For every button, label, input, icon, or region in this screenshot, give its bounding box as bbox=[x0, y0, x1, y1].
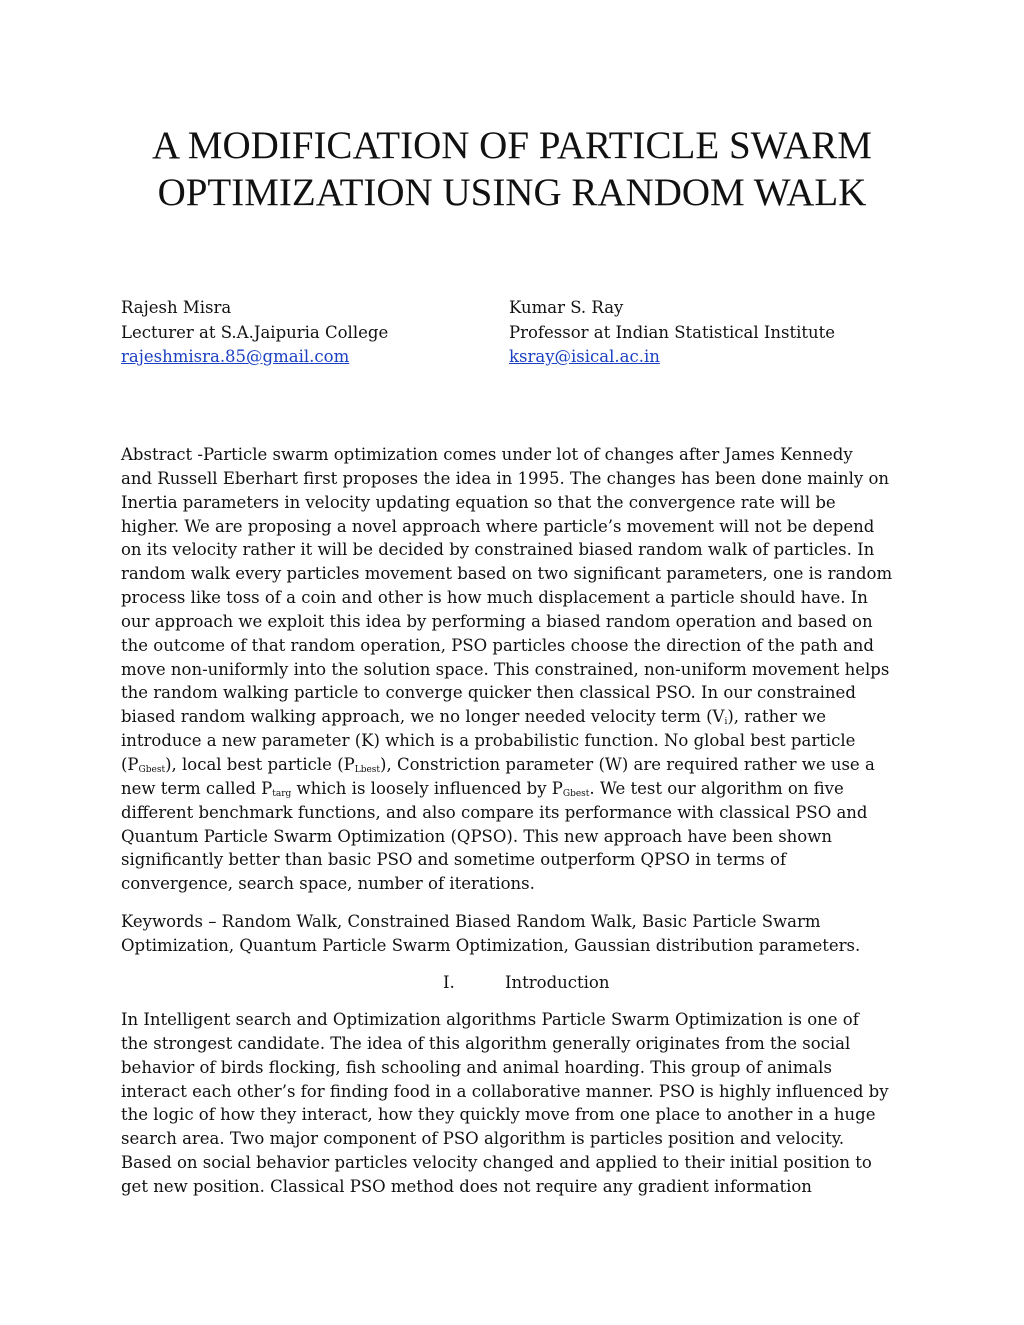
author-email-link[interactable]: rajeshmisra.85@gmail.com bbox=[121, 347, 350, 366]
abstract-line: process like toss of a coin and other is how much displacement a particle should have. In bbox=[121, 588, 868, 608]
title-line-1: A MODIFICATION OF PARTICLE SWARM bbox=[152, 124, 872, 167]
keywords-line: Optimization, Quantum Particle Swarm Optimization, Gaussian distribution parameters. bbox=[121, 935, 861, 955]
intro-line: interact each other’s for finding food in a collaborative manner. PSO is highly influenced by bbox=[121, 1081, 889, 1101]
author-block-2 bbox=[509, 296, 835, 370]
abstract-line: biased random walking approach, we no longer needed velocity term $(V_i)$, rather we bbox=[121, 707, 827, 728]
title-line-2: OPTIMIZATION USING RANDOM WALK bbox=[157, 171, 867, 214]
author-name: Kumar S. Ray bbox=[509, 298, 624, 317]
abstract-line: Abstract -Particle swarm optimization comes under lot of changes after James Kennedy bbox=[121, 445, 853, 464]
keywords bbox=[121, 910, 860, 958]
abstract-line: Inertia parameters in velocity updating equation so that the convergence rate will be bbox=[121, 492, 836, 512]
abstract-line: the outcome of that random operation, PSO particles choose the direction of the path and bbox=[121, 635, 874, 655]
abstract-line: Quantum Particle Swarm Optimization (QPSO). This new approach have been shown bbox=[121, 826, 832, 846]
abstract-line: different benchmark functions, and also compare its performance with classical PSO and bbox=[121, 802, 868, 822]
author-email-link[interactable]: ksray@isical.ac.in bbox=[509, 347, 660, 366]
author-block-1 bbox=[121, 296, 388, 370]
intro-line: Based on social behavior particles velocity changed and applied to their initial position to bbox=[121, 1153, 872, 1173]
intro-line: get new position. Classical PSO method does not require any gradient information bbox=[121, 1176, 812, 1196]
abstract bbox=[121, 443, 892, 896]
intro-line: the strongest candidate. The idea of this algorithm generally originates from the social bbox=[121, 1033, 851, 1053]
author-name: Rajesh Misra bbox=[121, 298, 232, 317]
author-affiliation: Professor at Indian Statistical Institute bbox=[509, 322, 836, 342]
introduction-paragraph bbox=[121, 1008, 889, 1199]
keywords-line: Keywords – Random Walk, Constrained Biased Random Walk, Basic Particle Swarm bbox=[121, 912, 821, 931]
abstract-line: random walk every particles movement based on two significant parameters, one is random bbox=[121, 564, 893, 584]
abstract-line: introduce a new parameter (K) which is a probabilistic function. No global best particle bbox=[121, 731, 856, 751]
abstract-line: convergence, search space, number of iterations. bbox=[121, 874, 535, 894]
abstract-line: on its velocity rather it will be decided by constrained biased random walk of particles. In bbox=[121, 540, 875, 560]
intro-line: the logic of how they interact, how they quickly move from one place to another in a huge bbox=[121, 1105, 876, 1125]
abstract-line: $(P_{Gbest})$, local best particle $(P_{Lbest})$, Constriction parameter (W) are required rather we use a bbox=[121, 754, 875, 775]
abstract-line: and Russell Eberhart first proposes the idea in 1995. The changes has been done mainly on bbox=[121, 468, 890, 488]
section-number: I. bbox=[443, 973, 455, 992]
section-title: Introduction bbox=[505, 973, 610, 992]
author-affiliation: Lecturer at S.A.Jaipuria College bbox=[121, 322, 389, 342]
abstract-line: move non-uniformly into the solution space. This constrained, non-uniform movement helps bbox=[121, 659, 890, 679]
abstract-line: the random walking particle to converge quicker then classical PSO. In our constrained bbox=[121, 683, 856, 703]
abstract-line: new term called $P_{targ}$ which is loosely influenced by $P_{Gbest}$. We test our algorithm on five bbox=[121, 778, 844, 799]
intro-line: In Intelligent search and Optimization algorithms Particle Swarm Optimization is one of bbox=[121, 1010, 859, 1029]
intro-line: search area. Two major component of PSO algorithm is particles position and velocity. bbox=[121, 1129, 845, 1149]
abstract-line: our approach we exploit this idea by performing a biased random operation and based on bbox=[121, 611, 873, 631]
abstract-line: higher. We are proposing a novel approach where particle’s movement will not be depend bbox=[121, 516, 875, 536]
intro-line: behavior of birds flocking, fish schooling and animal hoarding. This group of animals bbox=[121, 1057, 832, 1077]
paper-title bbox=[80, 122, 944, 216]
abstract-line: significantly better than basic PSO and sometime outperform QPSO in terms of bbox=[121, 850, 787, 870]
